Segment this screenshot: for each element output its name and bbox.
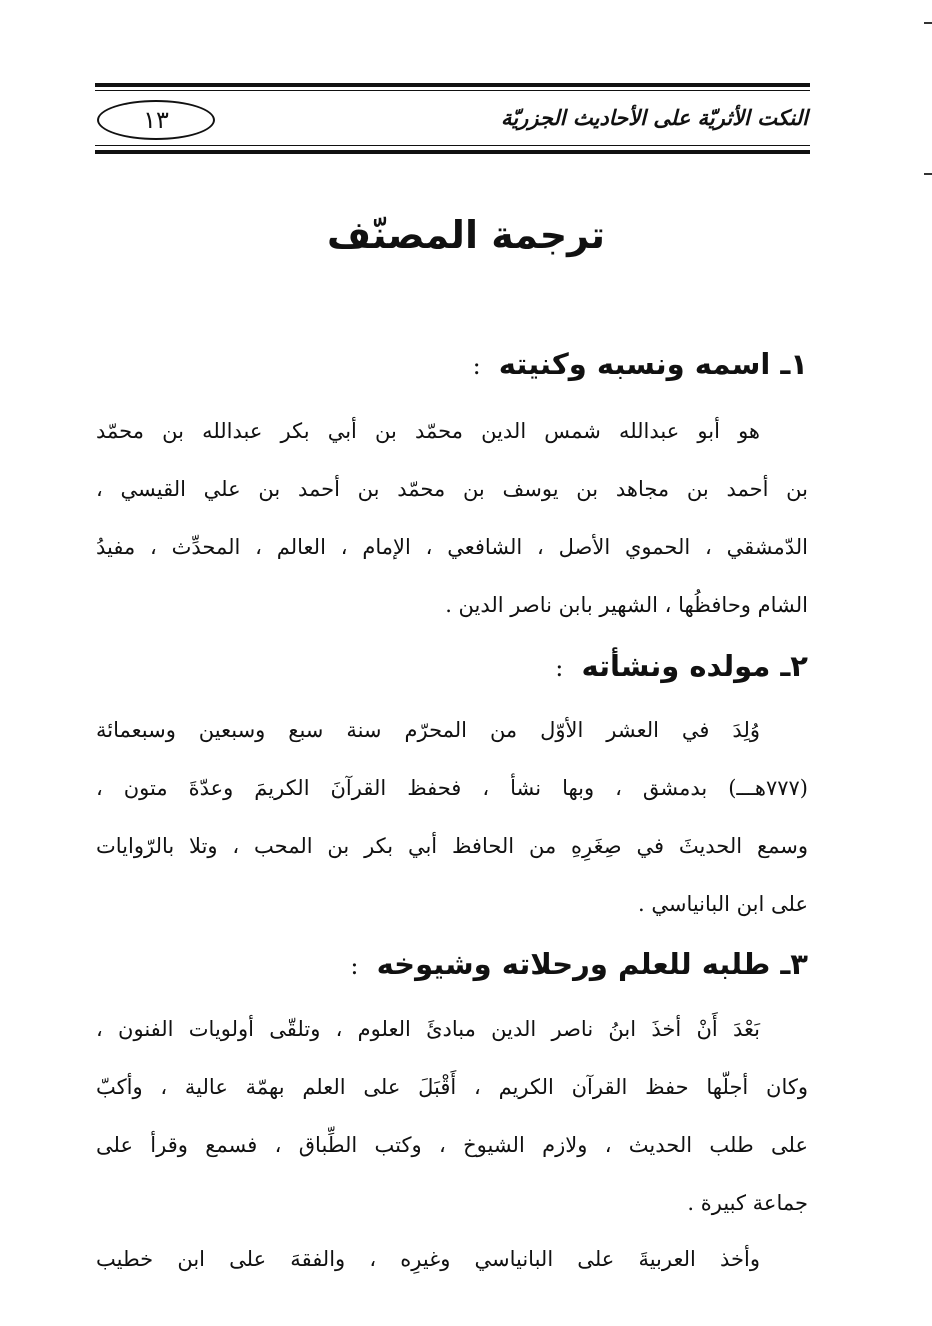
paragraph-line: الشام وحافظُها ، الشهير بابن ناصر الدين . bbox=[445, 593, 808, 617]
paragraph-continuation bbox=[96, 1230, 808, 1288]
paragraph-line: وكان أجلّها حفظ القرآن الكريم ، أَقْبَلَ على العلم بهمّة عالية ، وأكبّ bbox=[96, 1075, 808, 1099]
paragraph-birth-upbringing bbox=[96, 701, 808, 933]
header-bottom-rule bbox=[95, 150, 810, 154]
section-heading-colon: : bbox=[555, 654, 564, 682]
paragraph-line: هو أبو عبدالله شمس الدين محمّد بن أبي بكر عبدالله بن محمّد bbox=[96, 419, 760, 443]
scan-edge-mark bbox=[924, 22, 932, 24]
paragraph-line: جماعة كبيرة . bbox=[687, 1191, 808, 1215]
paragraph-line: وسمع الحديثَ في صِغَرِهِ من الحافظ أبي بكر بن المحب ، وتلا بالرّوايات bbox=[96, 834, 808, 858]
paragraph-line: بَعْدَ أَنْ أخذَ ابنُ ناصر الدين مبادئَ العلوم ، وتلقّى أولويات الفنون ، bbox=[96, 1017, 760, 1041]
header-top-rule bbox=[95, 83, 810, 87]
paragraph-line: (٧٧٧هـــ) بدمشق ، وبها نشأ ، فحفظ القرآنَ الكريمَ وعدّةَ متون ، bbox=[96, 776, 808, 800]
page-number-text: ١٣ bbox=[143, 106, 169, 134]
paragraph-line: على ابن البانياسي . bbox=[638, 892, 808, 916]
header-bottom-rule-thin bbox=[95, 145, 810, 146]
paragraph-line: وأخذ العربيةَ على البانياسي وغيرِه ، والفقهَ على ابن خطيب bbox=[96, 1247, 760, 1271]
section-heading-study-travels bbox=[108, 940, 808, 990]
page-number bbox=[97, 100, 215, 140]
section-heading-colon: : bbox=[350, 952, 359, 980]
scan-edge-mark bbox=[924, 173, 932, 175]
section-heading-birth-upbringing bbox=[108, 642, 808, 692]
section-heading-text: ١ـ اسمه ونسبه وكنيته bbox=[498, 347, 808, 381]
section-heading-text: ٢ـ مولده ونشأته bbox=[581, 649, 808, 683]
paragraph-line: بن أحمد بن مجاهد بن يوسف بن محمّد بن أحمد بن علي القيسي ، bbox=[96, 477, 808, 501]
paragraph-line: الدّمشقي ، الحموي الأصل ، الشافعي ، الإمام ، العالم ، المحدِّث ، مفيدُ bbox=[96, 535, 808, 559]
paragraph-study-travels bbox=[96, 1000, 808, 1232]
section-heading-colon: : bbox=[472, 352, 481, 380]
header-top-rule-thin bbox=[95, 90, 810, 91]
paragraph-line: وُلِدَ في العشر الأوّل من المحرّم سنة سبع وسبعين وسبعمائة bbox=[96, 718, 760, 742]
page-title: ترجمة المصنّف bbox=[326, 213, 606, 257]
section-heading-text: ٣ـ طلبه للعلم ورحلاته وشيوخه bbox=[376, 947, 808, 981]
paragraph-name-lineage bbox=[96, 402, 808, 634]
paragraph-line: على طلب الحديث ، ولازم الشيوخ ، وكتب الطِّباق ، فسمع وقرأ على bbox=[96, 1133, 808, 1157]
running-header-title: النكت الأثريّة على الأحاديث الجزريّة bbox=[501, 105, 808, 130]
section-heading-name-lineage bbox=[108, 340, 808, 390]
